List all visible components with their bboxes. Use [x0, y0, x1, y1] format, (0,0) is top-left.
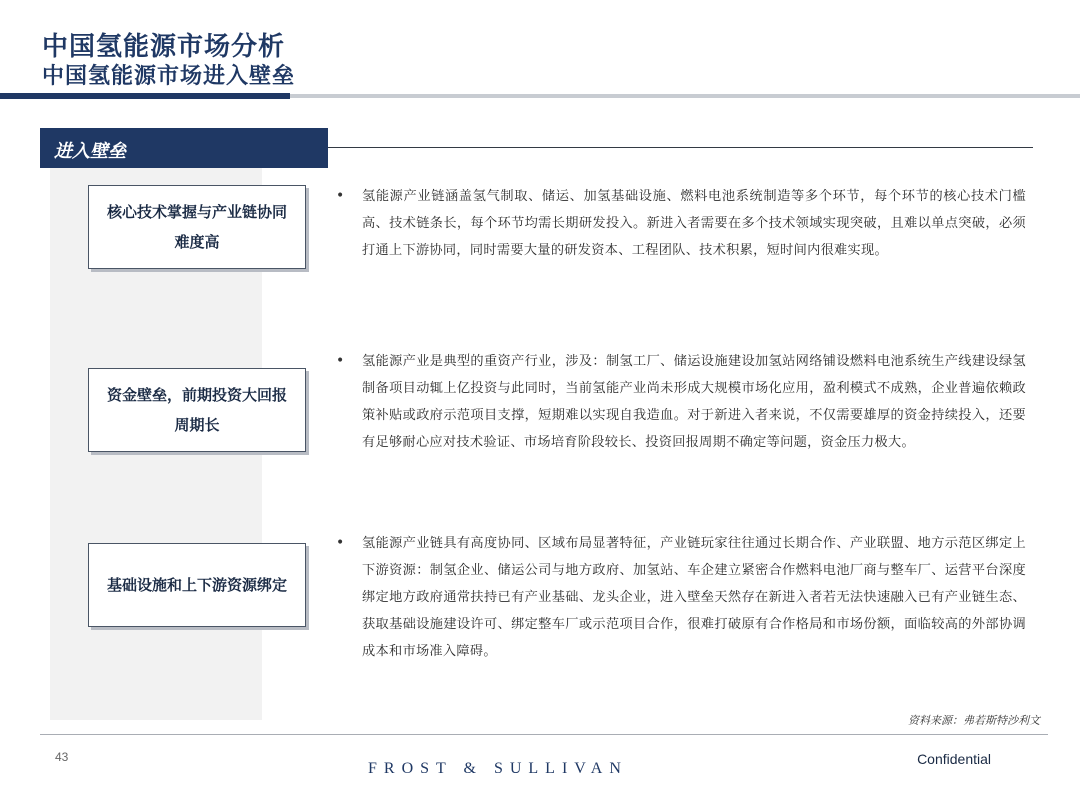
barrier-box-technology	[88, 185, 306, 269]
barrier-description-text: 氢能源产业链具有高度协同、区域布局显著特征，产业链玩家往往通过长期合作、产业联盟、地方示范区绑定上下游资源：制氢企业、储运公司与地方政府、加氢站、车企建立紧密合作燃料电池厂商与整车厂、运营平台深度绑定地方政府通常扶持已有产业基础、龙头企业，进入壁垒天然存在新进入者若无法快速融入已有产业链生态、获取基础设施建设许可、绑定整车厂或示范项目合作，很难打破原有合作格局和市场份额，面临较高的外部协调成本和市场准入障碍。	[362, 536, 1026, 659]
barrier-title: 资金壁垒，前期投资大回报周期长	[106, 386, 287, 434]
section-header-label: 进入壁垒	[54, 141, 126, 162]
bullet-icon: •	[336, 535, 345, 551]
barrier-description-infrastructure	[336, 530, 1026, 665]
section-header	[40, 128, 328, 168]
barrier-box-infrastructure	[88, 543, 306, 627]
section-divider	[328, 147, 1033, 148]
barrier-title: 核心技术掌握与产业链协同难度高	[106, 203, 287, 251]
page-number: 43	[55, 750, 69, 764]
header-rule	[290, 94, 1080, 98]
source-note: 资料来源：弗若斯特沙利文	[908, 714, 1040, 727]
barrier-title: 基础设施和上下游资源绑定	[106, 576, 287, 594]
page-title: 中国氢能源市场分析	[42, 32, 286, 62]
confidential-label: Confidential	[917, 751, 991, 767]
barrier-description-text: 氢能源产业是典型的重资产行业，涉及：制氢工厂、储运设施建设加氢站网络铺设燃料电池系统生产线建设绿氢制备项目动辄上亿投资与此同时，当前氢能产业尚未形成大规模市场化应用，盈利模式不成熟，企业普遍依赖政策补贴或政府示范项目支撑，短期难以实现自我造血。对于新进入者来说，不仅需要雄厚的资金持续投入，还要有足够耐心应对技术验证、市场培育阶段较长、投资回报周期不确定等问题，资金压力极大。	[362, 354, 1026, 450]
barrier-description-text: 氢能源产业链涵盖氢气制取、储运、加氢基础设施、燃料电池系统制造等多个环节，每个环节的核心技术门槛高、技术链条长，每个环节均需长期研发投入。新进入者需要在多个技术领域实现突破，且难以单点突破，必须打通上下游协同，同时需要大量的研发资本、工程团队、技术积累，短时间内很难实现。	[362, 189, 1026, 258]
header-rule-accent	[0, 93, 290, 99]
bullet-icon: •	[336, 188, 345, 204]
page-subtitle: 中国氢能源市场进入壁垒	[42, 63, 296, 89]
brand-logo: FROST & SULLIVAN	[368, 760, 628, 777]
barrier-description-technology	[336, 183, 1026, 264]
barrier-description-capital	[336, 348, 1026, 456]
bullet-icon: •	[336, 353, 345, 369]
barrier-box-capital	[88, 368, 306, 452]
footer-divider	[40, 734, 1048, 735]
